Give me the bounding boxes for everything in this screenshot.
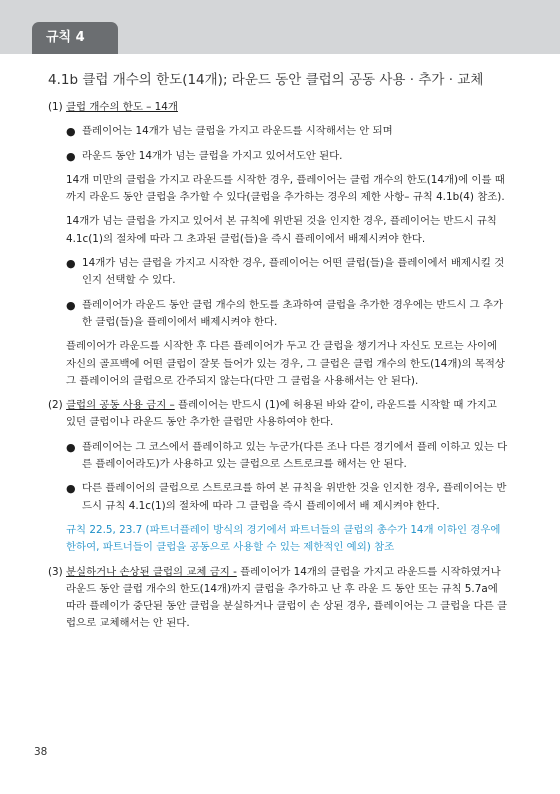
subsection-number: (2) [48, 399, 63, 412]
list-item: ● 14개가 넘는 클럽을 가지고 시작한 경우, 플레이어는 어떤 클럽(들)을 플레이에서 배제시킬 것인지 선택할 수 있다. [48, 255, 508, 290]
page-number: 38 [34, 746, 48, 758]
list-item: ● 플레이어는 그 코스에서 플레이하고 있는 누군가(다른 조나 다른 경기에서 플레 이하고 있는 다른 플레이어라도)가 사용하고 있는 클럽으로 스트로크를 해서는 안 된다. [48, 439, 508, 474]
subsection-number: (3) [48, 565, 63, 578]
subsection-title: 클럽 개수의 한도 – 14개 [66, 101, 178, 113]
paragraph: 14개가 넘는 클럽을 가지고 있어서 본 규칙에 위반된 것을 인지한 경우, 플레이어는 반드시 규칙 4.1c(1)의 절차에 따라 그 초과된 클럽(들)을 즉시 플레이에서 배제시켜야 한다. [66, 215, 497, 245]
bullet-icon: ● [66, 125, 76, 139]
list-item: ● 플레이어가 라운드 동안 클럽 개수의 한도를 초과하여 클럽을 추가한 경우에는 반드시 그 추가한 클럽(들)을 플레이에서 배제시켜야 한다. [48, 297, 508, 332]
bullet-icon: ● [66, 482, 76, 496]
bullet-icon: ● [66, 298, 76, 312]
subsection-2-heading [48, 397, 508, 432]
bullet-icon: ● [66, 440, 76, 454]
main-content [48, 70, 508, 633]
reference-note: 규칙 22.5, 23.7 (파트너플레이 방식의 경기에서 파트너들의 클럽의 총수가 14개 이하인 경우에 한하여, 파트너들이 클럽을 공동으로 사용할 수 있는 제한적인 예외) 참조 [66, 523, 501, 554]
list-item: ● 플레이어는 14개가 넘는 클럽을 가지고 라운드를 시작해서는 안 되며 [48, 123, 508, 140]
paragraph: 플레이어가 라운드를 시작한 후 다른 플레이어가 두고 간 클럽을 챙기거나 자신도 모르는 사이에 자신의 골프백에 어떤 클럽이 잘못 들어가 있는 경우, 그 클럽은 클럽 개수의 한도(14개)의 목적상 그 플레이어의 클럽으로 간주되지 않는다(다만 그 클럽을 사용해서는 안 된다). [66, 340, 505, 387]
subsection-title: 클럽의 공동 사용 금지 – [66, 399, 175, 412]
subsection-text: 플레이어는 반드시 (1)에 허용된 바와 같이, 라운드를 시작할 때 가지고 있던 클럽이나 라운드 동안 추가한 클럽만 사용하여야 한다. [66, 399, 497, 429]
subsection-text: 플레이어가 14개의 클럽을 가지고 라운드를 시작하였거나 라운드 동안 클럽 개수의 한도(14개)까지 클럽을 추가하고 난 후 라운 드 동안 또는 규칙 5.7a에 따라 플레이가 중단된 동안 클럽을 분실하거나 클럽이 손 상된 경우, 플레이어는 그 클럽을 다른 클럽으로 교체해서는 안 된다. [66, 565, 507, 630]
subsection-3-heading [48, 564, 508, 633]
subsection-title: 분실하거나 손상된 클럽의 교체 금지 - [66, 565, 237, 578]
subsection-1-heading [48, 99, 508, 116]
list-item: ● 다른 플레이어의 클럽으로 스트로크를 하여 본 규칙을 위반한 것을 인지한 경우, 플레이어는 반드시 규칙 4.1c(1)의 절차에 따라 그 클럽을 즉시 플레이에서 배 제시켜야 한다. [48, 480, 508, 515]
paragraph: 14개 미만의 클럽을 가지고 라운드를 시작한 경우, 플레이어는 클럽 개수의 한도(14개)에 이를 때까지 라운드 동안 클럽을 추가할 수 있다(클럽을 추가하는 경우의 제한 사항– 규칙 4.1b(4) 참조). [66, 173, 505, 204]
list-item: ● 라운드 동안 14개가 넘는 클럽을 가지고 있어서도안 된다. [48, 148, 508, 165]
rule-tab: 규칙 4 [32, 22, 118, 54]
section-title: 4.1b 클럽 개수의 한도(14개); 라운드 동안 클럽의 공동 사용 · 추가 · 교체 [48, 72, 484, 88]
subsection-number: (1) [48, 101, 63, 113]
bullet-icon: ● [66, 149, 76, 163]
bullet-icon: ● [66, 257, 76, 271]
